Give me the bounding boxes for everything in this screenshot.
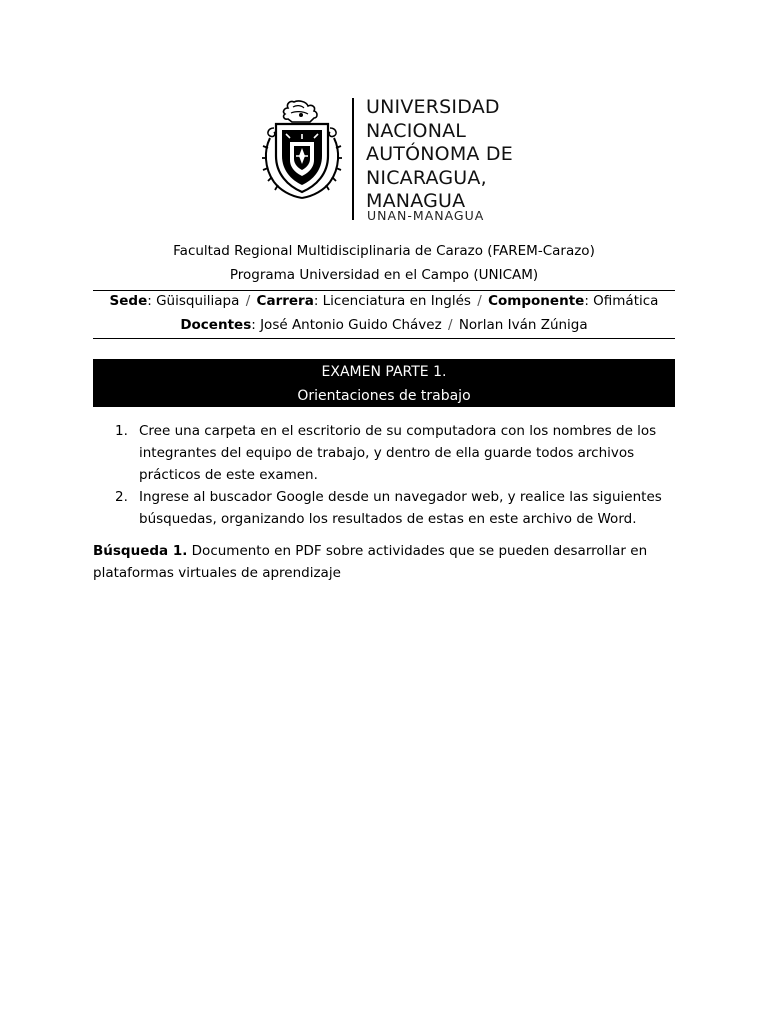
componente-value: : Ofimática bbox=[584, 293, 659, 309]
bottom-divider bbox=[93, 338, 675, 339]
university-name-line: UNIVERSIDAD bbox=[366, 96, 500, 118]
carrera-value: : Licenciatura en Inglés bbox=[313, 293, 471, 309]
docente-2: Norlan Iván Zúniga bbox=[458, 317, 588, 333]
university-logo bbox=[260, 96, 520, 228]
list-item-number: 2. bbox=[115, 489, 128, 505]
exam-title-banner bbox=[93, 359, 675, 407]
docentes-label: Docentes bbox=[180, 317, 252, 333]
top-divider bbox=[93, 290, 675, 291]
sede-value: : Güisquiliapa bbox=[147, 293, 240, 309]
program-name: Programa Universidad en el Campo (UNICAM) bbox=[229, 267, 539, 283]
sede-label: Sede bbox=[109, 293, 148, 309]
componente-label: Componente bbox=[488, 293, 585, 309]
university-name-line: MANAGUA bbox=[366, 190, 466, 212]
docentes-line bbox=[93, 317, 675, 333]
docente-1: : José Antonio Guido Chávez bbox=[251, 317, 442, 333]
separator: / bbox=[477, 293, 482, 309]
separator: / bbox=[245, 293, 251, 309]
university-seal-icon bbox=[260, 98, 344, 202]
university-name-line: AUTÓNOMA DE bbox=[366, 143, 513, 165]
search-task-label: Búsqueda 1. bbox=[93, 543, 188, 559]
exam-title: EXAMEN PARTE 1. bbox=[321, 364, 447, 380]
university-abbreviation: UNAN-MANAGUA bbox=[367, 208, 485, 223]
logo-divider bbox=[352, 98, 354, 220]
list-item-text: Cree una carpeta en el escritorio de su computadora con los nombres de los integrantes del equipo de trabajo, y dentro de ella guarde todos archivos prácticos de este examen. bbox=[139, 423, 657, 483]
separator: / bbox=[447, 317, 453, 333]
exam-subtitle: Orientaciones de trabajo bbox=[297, 388, 471, 404]
list-item bbox=[93, 420, 675, 486]
list-item bbox=[93, 486, 675, 530]
university-name bbox=[366, 96, 513, 214]
search-task-text: Documento en PDF sobre actividades que se pueden desarrollar en plataformas virtuales de aprendizaje bbox=[93, 543, 648, 581]
course-info-line bbox=[93, 293, 675, 309]
list-item-number: 1. bbox=[115, 423, 128, 439]
faculty-name: Facultad Regional Multidisciplinaria de Carazo (FAREM-Carazo) bbox=[173, 243, 595, 259]
list-item-text: Ingrese al buscador Google desde un navegador web, y realice las siguientes búsquedas, organizando los resultados de estas en este archivo de Word. bbox=[139, 489, 662, 527]
university-name-line: NACIONAL bbox=[366, 119, 467, 142]
carrera-label: Carrera bbox=[256, 293, 314, 309]
search-task bbox=[93, 540, 675, 584]
instructions-list bbox=[93, 420, 675, 530]
university-name-line: NICARAGUA, bbox=[366, 166, 487, 189]
